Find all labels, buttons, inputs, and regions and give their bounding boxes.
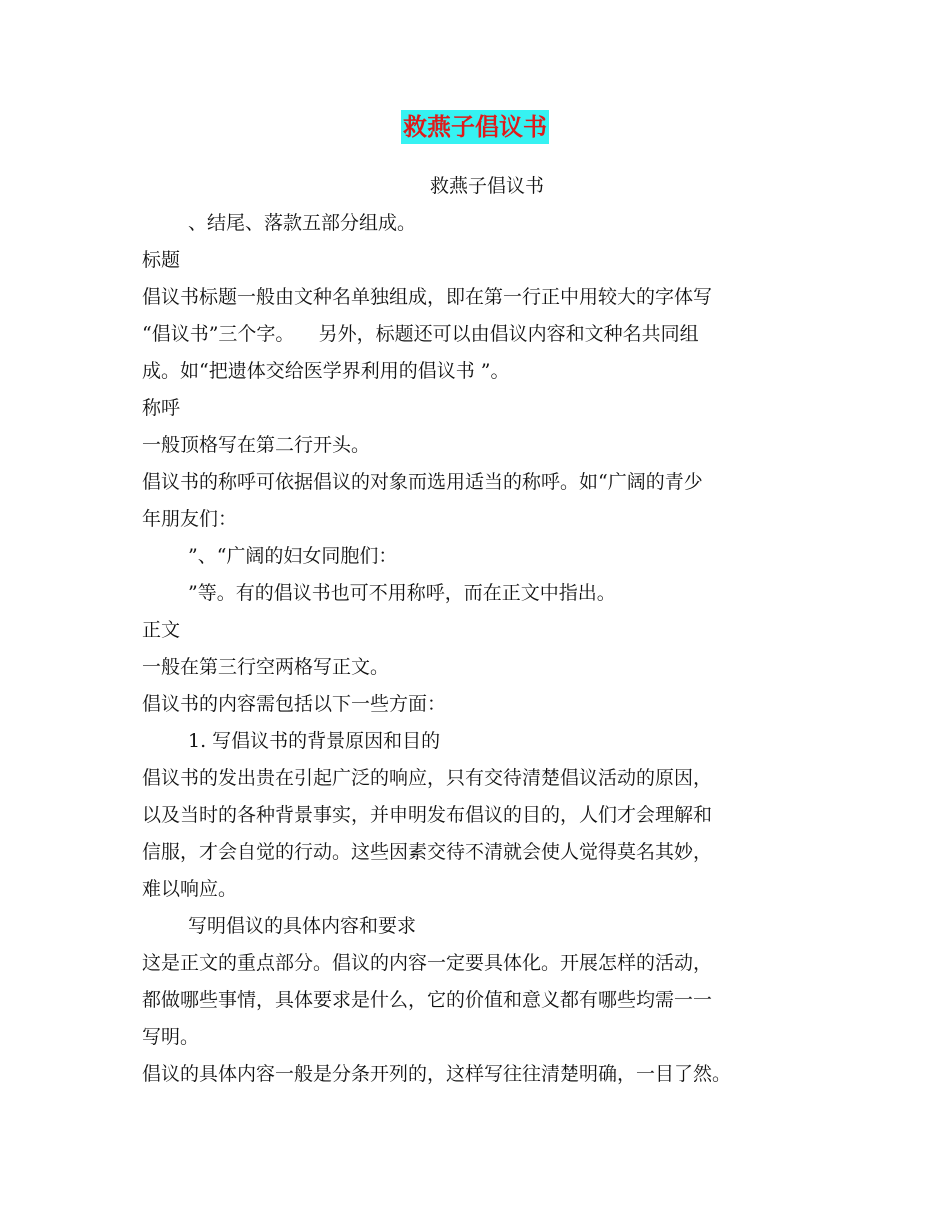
body-line: 都做哪些事情，具体要求是什么，它的价值和意义都有哪些均需一一 bbox=[142, 989, 713, 1011]
body-line: 成。如“把遗体交给医学界利用的倡议书 ”。 bbox=[142, 360, 510, 382]
body-line: ”、“广阔的妇女同胞们： bbox=[188, 545, 398, 567]
section-heading-salutation: 称呼 bbox=[142, 397, 181, 419]
section-heading-title: 标题 bbox=[142, 249, 181, 271]
document-title: 救燕子倡议书 bbox=[401, 110, 549, 144]
body-line: ”等。有的倡议书也可不用称呼，而在正文中指出。 bbox=[188, 582, 616, 604]
body-line: 倡议书的内容需包括以下一些方面： bbox=[142, 693, 447, 715]
body-line: 写明。 bbox=[142, 1026, 200, 1048]
body-line: 以及当时的各种背景事实，并申明发布倡议的目的，人们才会理解和 bbox=[142, 804, 713, 826]
body-line: 倡议的具体内容一般是分条开列的，这样写往往清楚明确，一目了然。 bbox=[142, 1063, 732, 1085]
body-line: 信服，才会自觉的行动。这些因素交待不清就会使人觉得莫名其妙， bbox=[142, 841, 713, 863]
body-line: 年朋友们： bbox=[142, 508, 238, 530]
list-item-heading: 1. 写倡议书的背景原因和目的 bbox=[188, 730, 441, 752]
list-item-heading: 写明倡议的具体内容和要求 bbox=[188, 915, 417, 937]
title-container bbox=[0, 110, 950, 144]
body-line: 难以响应。 bbox=[142, 878, 238, 900]
body-line: 倡议书的发出贵在引起广泛的响应，只有交待清楚倡议活动的原因， bbox=[142, 767, 713, 789]
document-subtitle: 救燕子倡议书 bbox=[429, 175, 544, 197]
body-line: 倡议书的称呼可依据倡议的对象而选用适当的称呼。如“广阔的青少 bbox=[142, 471, 703, 493]
body-line: “倡议书”三个字。 另外，标题还可以由倡议内容和文种名共同组 bbox=[142, 323, 699, 345]
body-line: 这是正文的重点部分。倡议的内容一定要具体化。开展怎样的活动， bbox=[142, 952, 713, 974]
body-line: 一般顶格写在第二行开头。 bbox=[142, 434, 371, 456]
body-line: 倡议书标题一般由文种名单独组成，即在第一行正中用较大的字体写 bbox=[142, 286, 713, 308]
document-body bbox=[142, 168, 832, 1093]
body-line: 、结尾、落款五部分组成。 bbox=[188, 212, 417, 234]
section-heading-body: 正文 bbox=[142, 619, 181, 641]
body-line: 一般在第三行空两格写正文。 bbox=[142, 656, 390, 678]
